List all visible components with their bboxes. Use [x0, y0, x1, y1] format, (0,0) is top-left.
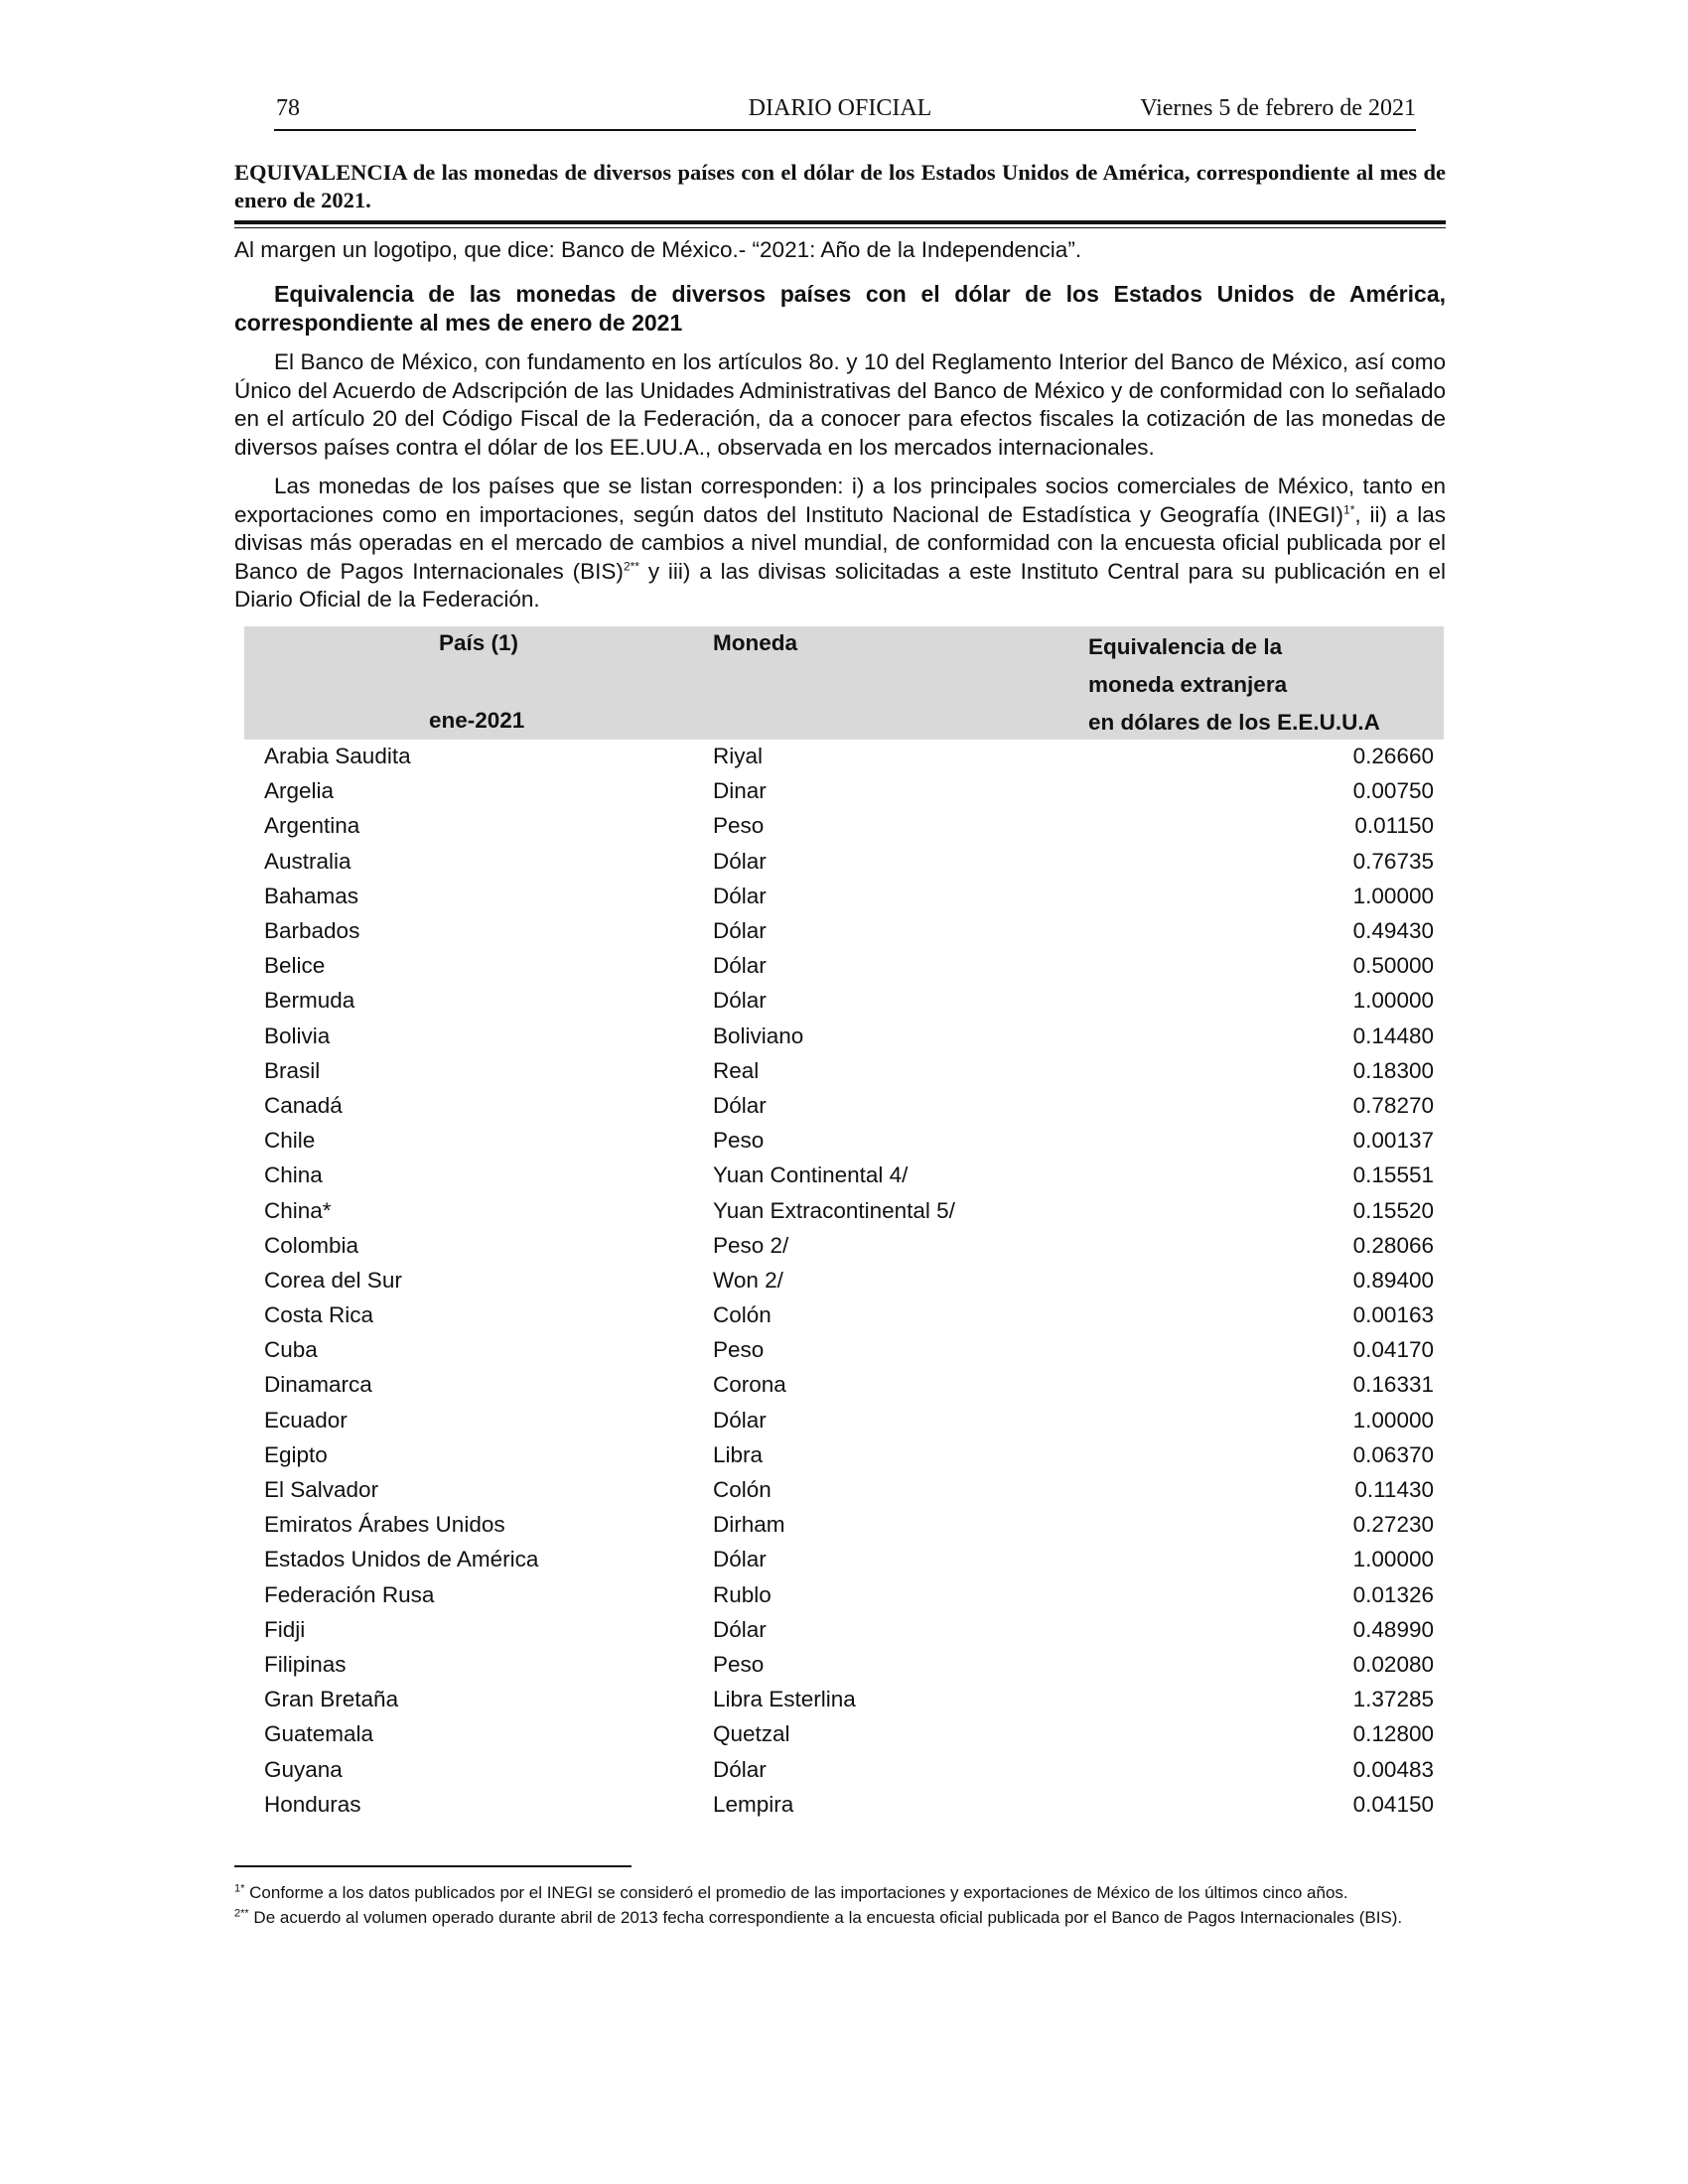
margin-note: Al margen un logotipo, que dice: Banco de México.- “2021: Año de la Independencia”. — [234, 237, 1082, 262]
cell-moneda: Dólar — [713, 1547, 767, 1572]
cell-pais: Guyana — [264, 1756, 343, 1782]
table-row — [244, 1228, 1444, 1263]
table-row — [244, 1019, 1444, 1053]
table-row — [244, 1577, 1444, 1612]
cell-moneda: Real — [713, 1057, 760, 1083]
cell-pais: Costa Rica — [264, 1302, 374, 1328]
cell-valor: 1.00000 — [1352, 988, 1434, 1014]
document-page — [234, 91, 1446, 1929]
cell-valor: 1.00000 — [1352, 883, 1434, 908]
cell-valor: 0.89400 — [1352, 1267, 1434, 1293]
cell-moneda: Yuan Extracontinental 5/ — [713, 1197, 955, 1223]
cell-pais: Argentina — [264, 813, 360, 839]
cell-pais: Barbados — [264, 918, 360, 944]
cell-moneda: Corona — [713, 1372, 786, 1398]
header-pais-label: País (1) — [439, 629, 519, 655]
cell-pais: Bermuda — [264, 988, 355, 1014]
cell-moneda: Peso — [713, 1128, 765, 1154]
title-rule-thick — [234, 220, 1446, 224]
cell-pais: Belice — [264, 953, 326, 979]
footnote-separator — [234, 1865, 632, 1867]
running-header — [234, 91, 1446, 131]
cell-valor: 0.00163 — [1352, 1302, 1434, 1328]
table-row — [244, 1437, 1444, 1472]
table-row — [244, 1159, 1444, 1193]
cell-moneda: Colón — [713, 1302, 772, 1328]
cell-moneda: Libra — [713, 1441, 764, 1467]
cell-moneda: Peso — [713, 1337, 765, 1363]
footnote-text: De acuerdo al volumen operado durante abril de 2013 fecha correspondiente a la encuesta oficial publicada por el Banco de Pagos Internacionales (BIS). — [248, 1908, 1403, 1928]
table-row — [244, 1333, 1444, 1368]
table-row — [244, 1263, 1444, 1297]
table-row — [244, 879, 1444, 913]
cell-pais: Brasil — [264, 1057, 321, 1083]
cell-valor: 0.00137 — [1352, 1128, 1434, 1154]
table-row — [244, 1647, 1444, 1682]
cell-moneda: Libra Esterlina — [713, 1687, 856, 1712]
cell-moneda: Dólar — [713, 1407, 767, 1433]
table-row — [244, 1543, 1444, 1577]
cell-pais: Bolivia — [264, 1023, 331, 1048]
cell-moneda: Lempira — [713, 1791, 794, 1817]
table-row — [244, 740, 1444, 774]
cell-pais: Canadá — [264, 1092, 343, 1118]
cell-pais: Federación Rusa — [264, 1581, 435, 1607]
cell-pais: Estados Unidos de América — [264, 1547, 539, 1572]
cell-valor: 0.00750 — [1352, 778, 1434, 804]
cell-valor: 0.01326 — [1352, 1581, 1434, 1607]
title-rule-thin — [234, 227, 1446, 228]
cell-moneda: Riyal — [713, 744, 764, 769]
column-header-pais — [244, 626, 713, 740]
cell-valor: 0.14480 — [1352, 1023, 1434, 1048]
cell-valor: 0.06370 — [1352, 1441, 1434, 1467]
header-equiv-line: moneda extranjera — [1088, 671, 1288, 697]
paragraph-currency-selection — [234, 473, 1446, 614]
cell-pais: Honduras — [264, 1791, 361, 1817]
table-row — [244, 809, 1444, 844]
table-header-row — [244, 626, 1444, 740]
table-row — [244, 984, 1444, 1019]
cell-valor: 0.12800 — [1352, 1721, 1434, 1747]
footnote-ref-2[interactable]: 2** — [623, 559, 639, 573]
cell-moneda: Boliviano — [713, 1023, 804, 1048]
cell-valor: 0.04170 — [1352, 1337, 1434, 1363]
cell-pais: Fidji — [264, 1616, 306, 1642]
section-heading: Equivalencia de las monedas de diversos países con el dólar de los Estados Unidos de América, correspondiente al mes de enero de 2021 — [234, 281, 1446, 336]
footnote-2 — [234, 1906, 1446, 1929]
cell-pais: China — [264, 1162, 323, 1188]
cell-moneda: Dólar — [713, 1092, 767, 1118]
table-row — [244, 913, 1444, 948]
cell-pais: Egipto — [264, 1441, 328, 1467]
cell-pais: Arabia Saudita — [264, 744, 411, 769]
cell-valor: 0.49430 — [1352, 918, 1434, 944]
cell-valor: 0.01150 — [1354, 813, 1434, 839]
cell-pais: Argelia — [264, 778, 335, 804]
cell-moneda: Dinar — [713, 778, 767, 804]
paragraph-text: y iii) a las divisas solicitadas a este Instituto Central para su publicación en el Diario Oficial de la Federación. — [234, 558, 1447, 612]
cell-pais: Dinamarca — [264, 1372, 372, 1398]
cell-pais: El Salvador — [264, 1477, 379, 1503]
cell-pais: Gran Bretaña — [264, 1687, 399, 1712]
cell-valor: 0.00483 — [1352, 1756, 1434, 1782]
cell-valor: 0.27230 — [1352, 1512, 1434, 1538]
footnote-mark: 2** — [234, 1907, 249, 1920]
table-row — [244, 1298, 1444, 1333]
header-equiv-line: Equivalencia de la — [1088, 633, 1283, 659]
cell-pais: Guatemala — [264, 1721, 374, 1747]
cell-pais: China* — [264, 1197, 332, 1223]
cell-moneda: Rublo — [713, 1581, 772, 1607]
publication-date: Viernes 5 de febrero de 2021 — [1140, 95, 1416, 121]
cell-moneda: Dólar — [713, 848, 767, 874]
cell-valor: 0.28066 — [1352, 1232, 1434, 1258]
cell-pais: Bahamas — [264, 883, 359, 908]
cell-valor: 0.15520 — [1352, 1197, 1434, 1223]
table-row — [244, 844, 1444, 879]
cell-moneda: Dólar — [713, 953, 767, 979]
cell-valor: 0.18300 — [1352, 1057, 1434, 1083]
cell-moneda: Peso 2/ — [713, 1232, 789, 1258]
cell-pais: Australia — [264, 848, 352, 874]
cell-valor: 0.50000 — [1352, 953, 1434, 979]
cell-moneda: Dirham — [713, 1512, 785, 1538]
header-period-label: ene-2021 — [429, 707, 525, 733]
cell-pais: Filipinas — [264, 1651, 347, 1677]
equivalence-table — [244, 626, 1444, 1823]
cell-pais: Ecuador — [264, 1407, 348, 1433]
page-number: 78 — [276, 95, 300, 121]
cell-pais: Cuba — [264, 1337, 318, 1363]
table-row — [244, 1508, 1444, 1543]
paragraph-text: , ii) a las divisas más operadas en el mercado de cambios a nivel mundial, de conformidad con la encuesta oficial publicada por el Banco de Pagos Internacionales (BIS) — [234, 501, 1446, 584]
cell-valor: 0.78270 — [1352, 1092, 1434, 1118]
cell-valor: 1.00000 — [1352, 1547, 1434, 1572]
cell-moneda: Dólar — [713, 883, 767, 908]
cell-pais: Corea del Sur — [264, 1267, 402, 1293]
cell-pais: Emiratos Árabes Unidos — [264, 1512, 505, 1538]
cell-valor: 1.37285 — [1352, 1687, 1434, 1712]
cell-moneda: Peso — [713, 813, 765, 839]
cell-valor: 0.76735 — [1352, 848, 1434, 874]
cell-moneda: Dólar — [713, 918, 767, 944]
cell-valor: 0.48990 — [1352, 1616, 1434, 1642]
header-equiv-line: en dólares de los E.E.U.U.A — [1088, 709, 1380, 735]
table-row — [244, 1752, 1444, 1787]
header-moneda-label: Moneda — [713, 629, 798, 655]
table-row — [244, 1124, 1444, 1159]
cell-valor: 0.04150 — [1352, 1791, 1434, 1817]
table-row — [244, 1053, 1444, 1088]
table-row — [244, 1368, 1444, 1403]
publication-name: DIARIO OFICIAL — [748, 95, 932, 121]
table-row — [244, 1717, 1444, 1752]
paragraph-legal-basis: El Banco de México, con fundamento en los artículos 8o. y 10 del Reglamento Interior del Banco de México, así como Único del Acuerdo de Adscripción de las Unidades Administrativas del Banco de México y de conformidad con lo señalado en el artículo 20 del Código Fiscal de la Federación, da a conocer para efectos fiscales la cotización de las monedas de diversos países contra el dólar de los EE.UU.A., observada en los mercados internacionales. — [234, 349, 1446, 460]
table-body — [244, 740, 1444, 1823]
cell-moneda: Dólar — [713, 1616, 767, 1642]
cell-valor: 0.15551 — [1352, 1162, 1434, 1188]
cell-valor: 0.11430 — [1354, 1477, 1434, 1503]
cell-moneda: Won 2/ — [713, 1267, 783, 1293]
table-row — [244, 1472, 1444, 1507]
table-row — [244, 1193, 1444, 1228]
table-row — [244, 1088, 1444, 1123]
column-header-moneda — [713, 626, 1088, 740]
footnote-text: Conforme a los datos publicados por el INEGI se consideró el promedio de las importaciones y exportaciones de México de los últimos cinco años. — [244, 1883, 1348, 1903]
table-row — [244, 949, 1444, 984]
cell-pais: Chile — [264, 1128, 316, 1154]
cell-valor: 0.02080 — [1352, 1651, 1434, 1677]
footnote-mark: 1* — [234, 1882, 245, 1895]
cell-moneda: Colón — [713, 1477, 772, 1503]
header-rule — [274, 129, 1416, 131]
footnote-1 — [234, 1881, 1446, 1904]
cell-valor: 1.00000 — [1352, 1407, 1434, 1433]
paragraph-text: Las monedas de los países que se listan corresponden: i) a los principales socios comerciales de México, tanto en exportaciones como en importaciones, según datos del Instituto Nacional de Estadística y Geografía (INEGI) — [234, 474, 1446, 527]
cell-moneda: Dólar — [713, 1756, 767, 1782]
table-row — [244, 774, 1444, 809]
document-title: EQUIVALENCIA de las monedas de diversos países con el dólar de los Estados Unidos de América, correspondiente al mes de enero de 2021. — [234, 160, 1446, 212]
cell-moneda: Yuan Continental 4/ — [713, 1162, 909, 1188]
table-row — [244, 1787, 1444, 1822]
table-row — [244, 1612, 1444, 1647]
cell-valor: 0.26660 — [1352, 744, 1434, 769]
cell-moneda: Peso — [713, 1651, 765, 1677]
cell-valor: 0.16331 — [1352, 1372, 1434, 1398]
cell-moneda: Dólar — [713, 988, 767, 1014]
cell-pais: Colombia — [264, 1232, 359, 1258]
column-header-equivalencia — [1088, 626, 1444, 740]
cell-moneda: Quetzal — [713, 1721, 790, 1747]
table-row — [244, 1403, 1444, 1437]
footnote-ref-1[interactable]: 1* — [1343, 502, 1355, 516]
table-row — [244, 1683, 1444, 1717]
